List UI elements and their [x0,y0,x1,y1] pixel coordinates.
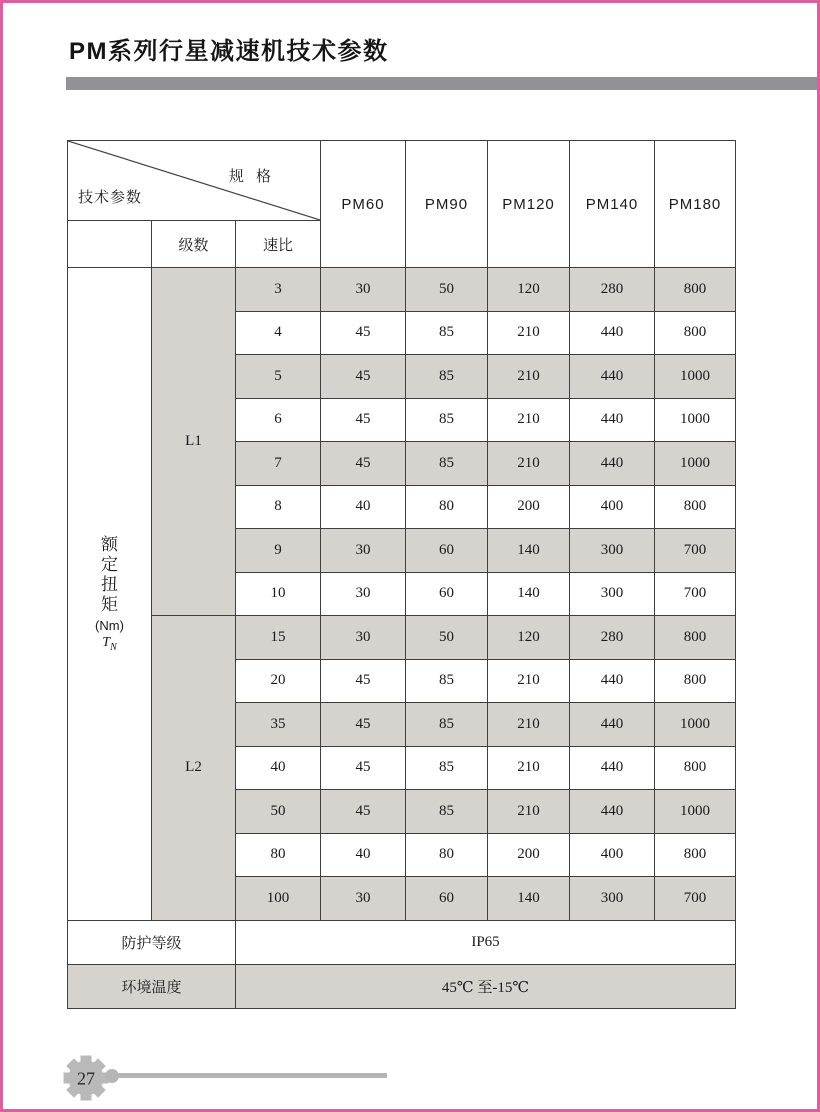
torque-value-cell: 210 [488,703,570,747]
protection-rating-label: 防护等级 [68,920,236,964]
torque-value-cell: 1000 [655,790,736,834]
ratio-cell: 4 [236,311,321,355]
torque-value-cell: 210 [488,659,570,703]
torque-value-cell: 30 [321,877,406,921]
torque-value-cell: 800 [655,833,736,877]
torque-value-cell: 210 [488,355,570,399]
torque-value-cell: 440 [570,746,655,790]
blank-header-cell [68,221,152,268]
ratio-cell: 3 [236,268,321,312]
torque-value-cell: 45 [321,790,406,834]
torque-value-cell: 800 [655,746,736,790]
torque-value-cell: 200 [488,833,570,877]
torque-value-cell: 700 [655,572,736,616]
torque-value-cell: 85 [406,790,488,834]
column-header-pm120: PM120 [488,141,570,268]
page-number: 27 [77,1068,95,1089]
torque-value-cell: 280 [570,268,655,312]
torque-value-cell: 210 [488,398,570,442]
torque-value-cell: 45 [321,398,406,442]
torque-value-cell: 40 [321,833,406,877]
ratio-cell: 100 [236,877,321,921]
ratio-cell: 15 [236,616,321,660]
torque-value-cell: 45 [321,746,406,790]
param-axis-label: 技术参数 [78,189,143,206]
torque-value-cell: 80 [406,485,488,529]
torque-value-cell: 45 [321,442,406,486]
torque-value-cell: 300 [570,572,655,616]
torque-value-cell: 85 [406,311,488,355]
torque-value-cell: 30 [321,529,406,573]
torque-value-cell: 30 [321,268,406,312]
column-header-pm90: PM90 [406,141,488,268]
torque-value-cell: 440 [570,790,655,834]
page-footer [61,1052,401,1104]
torque-value-cell: 1000 [655,703,736,747]
protection-rating-value: IP65 [236,920,736,964]
torque-value-cell: 440 [570,442,655,486]
torque-value-cell: 800 [655,659,736,703]
torque-value-cell: 50 [406,268,488,312]
torque-value-cell: 45 [321,311,406,355]
torque-value-cell: 700 [655,529,736,573]
torque-value-cell: 140 [488,529,570,573]
torque-value-cell: 1000 [655,355,736,399]
torque-label-char: 额 [101,534,118,554]
torque-value-cell: 800 [655,485,736,529]
torque-value-cell: 300 [570,529,655,573]
torque-value-cell: 300 [570,877,655,921]
torque-label-char: 扭 [101,574,118,594]
ratio-cell: 7 [236,442,321,486]
column-header-pm180: PM180 [655,141,736,268]
torque-value-cell: 440 [570,659,655,703]
torque-value-cell: 140 [488,572,570,616]
torque-value-cell: 440 [570,398,655,442]
ambient-temperature-value: 45℃ 至-15℃ [236,964,736,1008]
torque-value-cell: 210 [488,311,570,355]
torque-value-cell: 60 [406,877,488,921]
torque-label-char: 定 [101,554,118,574]
spec-table-body [68,268,736,921]
torque-value-cell: 200 [488,485,570,529]
torque-value-cell: 85 [406,703,488,747]
table-row [68,616,736,660]
torque-value-cell: 800 [655,268,736,312]
torque-value-cell: 45 [321,659,406,703]
gear-icon [61,1052,111,1104]
torque-label-char: 矩 [101,594,118,614]
torque-value-cell: 140 [488,877,570,921]
ambient-temperature-label: 环境温度 [68,964,236,1008]
ratio-cell: 5 [236,355,321,399]
column-header-pm140: PM140 [570,141,655,268]
torque-value-cell: 800 [655,616,736,660]
torque-value-cell: 400 [570,485,655,529]
torque-value-cell: 210 [488,790,570,834]
torque-value-cell: 280 [570,616,655,660]
ratio-cell: 50 [236,790,321,834]
torque-value-cell: 80 [406,833,488,877]
torque-value-cell: 210 [488,746,570,790]
torque-value-cell: 45 [321,355,406,399]
torque-symbol: $T_N$ [102,634,117,653]
ratio-cell: 6 [236,398,321,442]
ratio-column-header: 速比 [236,221,321,268]
torque-value-cell: 60 [406,529,488,573]
page-title: PM系列行星减速机技术参数 [69,38,389,65]
diagonal-line [68,141,320,220]
spec-table [67,140,736,1009]
torque-value-cell: 120 [488,268,570,312]
torque-value-cell: 85 [406,746,488,790]
torque-value-cell: 120 [488,616,570,660]
torque-value-cell: 440 [570,703,655,747]
torque-value-cell: 700 [655,877,736,921]
torque-value-cell: 85 [406,398,488,442]
table-row [68,268,736,312]
torque-value-cell: 210 [488,442,570,486]
torque-value-cell: 85 [406,442,488,486]
ratio-cell: 20 [236,659,321,703]
torque-value-cell: 30 [321,616,406,660]
torque-value-cell: 400 [570,833,655,877]
title-underline-bar [66,77,817,90]
ratio-cell: 35 [236,703,321,747]
torque-value-cell: 40 [321,485,406,529]
torque-value-cell: 800 [655,311,736,355]
table-row [68,920,736,964]
torque-value-cell: 50 [406,616,488,660]
torque-value-cell: 45 [321,703,406,747]
column-header-pm60: PM60 [321,141,406,268]
footer-line [115,1073,387,1078]
torque-value-cell: 60 [406,572,488,616]
diagonal-header-cell [68,141,321,221]
ratio-cell: 9 [236,529,321,573]
stage-cell-l2: L2 [152,616,236,921]
table-row [68,964,736,1008]
ratio-cell: 8 [236,485,321,529]
ratio-cell: 40 [236,746,321,790]
stage-cell-l1: L1 [152,268,236,616]
stage-column-header: 级数 [152,221,236,268]
torque-value-cell: 1000 [655,398,736,442]
torque-value-cell: 30 [321,572,406,616]
torque-row-label [68,268,152,921]
ratio-cell: 10 [236,572,321,616]
torque-value-cell: 440 [570,311,655,355]
torque-value-cell: 85 [406,355,488,399]
spec-axis-label: 规 格 [228,168,276,185]
torque-value-cell: 1000 [655,442,736,486]
ratio-cell: 80 [236,833,321,877]
torque-value-cell: 440 [570,355,655,399]
torque-value-cell: 85 [406,659,488,703]
torque-unit-label: (Nm) [95,617,124,633]
table-header-row [68,141,736,221]
